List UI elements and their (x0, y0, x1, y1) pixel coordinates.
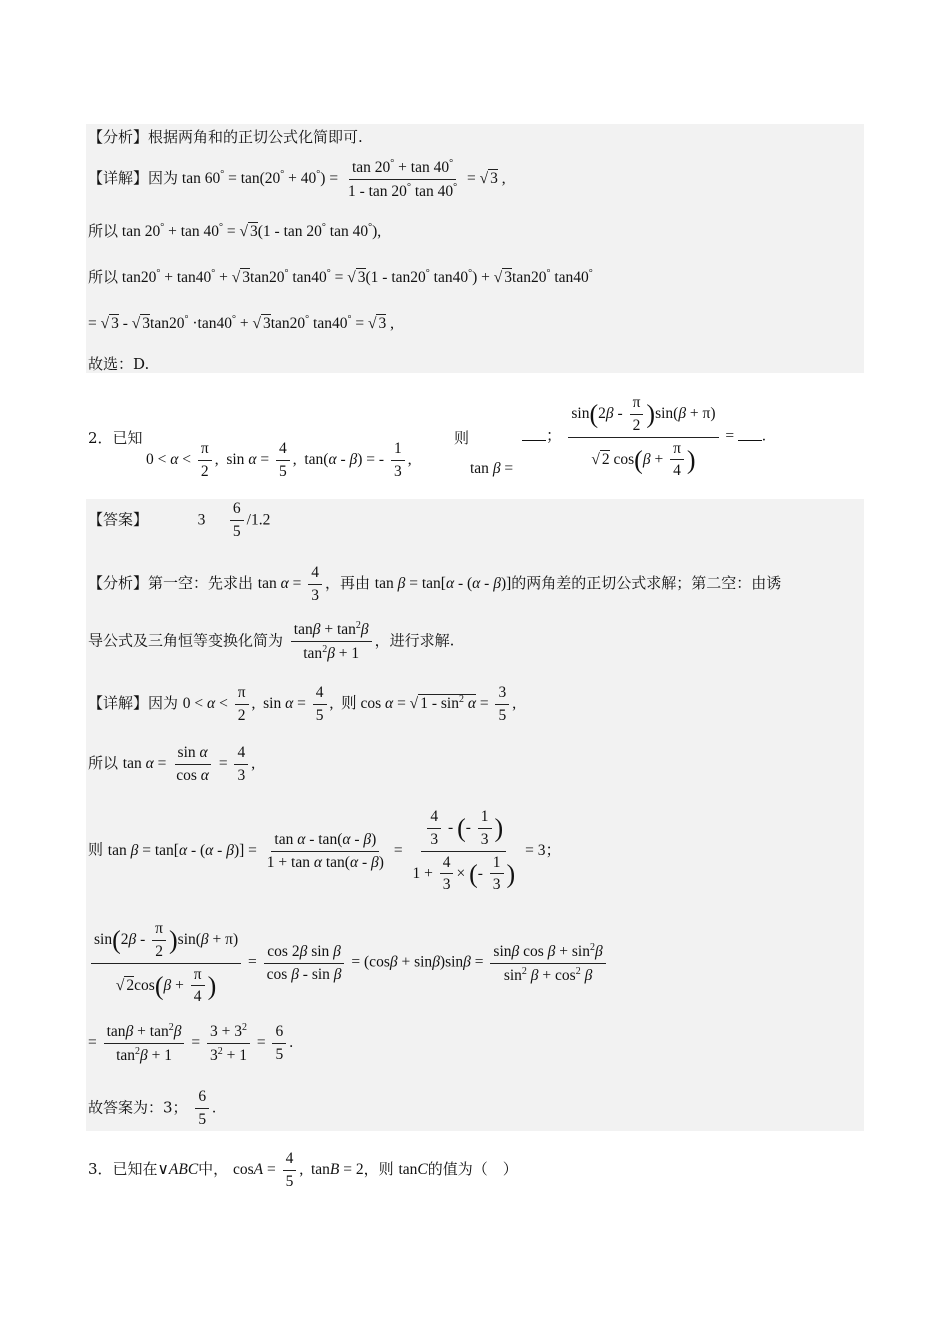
question-2-expression: sin(2β - $\frac{\pi}{2}$ )sin(β + π) √ 2 cos(β + $\frac{\pi}{4}$ ) (568, 394, 718, 480)
so-line-3: 所以 tan α = $\frac{\text{sin α}}{\text{cos α}}$ = $\frac{4}{3}$ , (88, 744, 256, 784)
question-2-blanks: ； sin(2β - $\frac{\pi}{2}$ )sin(β + π) √ 2 cos(β + $\frac{\pi}{4}$ ) = . (522, 394, 766, 480)
answer-label: 【答案】 (88, 510, 149, 529)
tan-sum-fraction: $\frac{\tan 20^\circ + \tan 40^\circ}{1 - \tan 20^\circ \tan 40^\circ}$ (347, 158, 458, 200)
second-blank-derivation: sin(2β - $\frac{\pi}{2}$ )sin(β + π) √ 2cos(β + $\frac{\pi}{4}$ ) = $\frac{\text{cos 2β sin β}}{\text{cos β - sin β}}$ = (cosβ + sinβ)sinβ = $\frac{\sin\beta \cos \beta + \sin^2\beta}{\sin^2 \beta + \cos^2 \beta}$ (88, 920, 609, 1006)
answer-blank-1[interactable] (522, 428, 546, 441)
result-line-1: = √ 3 - √ 3tan20° ·tan40° + √ 3tan20° tan40° = √ 3 , (88, 314, 394, 332)
second-blank-result: = $\frac{\tan\beta + \tan^2\beta}{\tan^2\beta + 1}$ = $\frac{3 + 3^2}{3^2 + 1}$ = $\frac{6}{5}$ . (88, 1022, 294, 1064)
analysis-line-2: 【分析】第一空：先求出 tan α = $\frac{4}{3}$ ，再由 tan β = tan[α - (α - β)]的两角差的正切公式求解；第二空：由诱 (88, 564, 782, 604)
question-2-tan-beta: tan β = (470, 460, 514, 477)
question-2-conditions: 0 < α < $\frac{\pi}{2}$ , sin α = $\frac{4}{5}$ , tan(α - β) = - $\frac{1}{3}$ , (146, 440, 412, 480)
analysis-text: 【分析】根据两角和的正切公式化简即可. (88, 128, 363, 146)
answer-blank-2[interactable] (738, 428, 762, 441)
detail-label: 【详解】因为 (88, 168, 179, 187)
detail-line-1: 【详解】因为 tan 60° = tan(20° + 40°) = $\frac{\tan 20^\circ + \tan 40^\circ}{1 - \tan 20^\circ \tan 40^\circ}$ = √ 3 , (88, 158, 506, 200)
so-line-1: 所以 tan 20° + tan 40° = √ 3(1 - tan 20° tan 40°), (88, 222, 382, 240)
question-2-ze: 则 (454, 429, 470, 447)
analysis-line-1 (88, 128, 363, 146)
final-answer-line: 故答案为：3； $\frac{6}{5}$ . (88, 1088, 216, 1128)
so-line-2: 所以 tan20° + tan40° + √ 3tan20° tan40° = √ 3(1 - tan20° tan40°) + √ 3tan20° tan40° (88, 268, 593, 286)
choice-line-1: 故选：D. (88, 355, 150, 373)
detail-line-2: 【详解】因为 0 < α < $\frac{\pi}{2}$ , sin α = $\frac{4}{5}$ , 则 cos α = √ $1 - \sin^2 \alpha$ = $\frac{3}{5}$ , (88, 684, 517, 724)
ze-line-tan-beta: 则 tan β = tan[α - (α - β)] = $\frac{\text{tan α - tan(α - β)}}{\text{1 + tan α tan(α - β)}}$ = $\frac{4}{3}$ - (- $\frac{1}{3}$ ) 1 + $\frac{4}{3}$ × (- $\frac{1}{3}$ ) = 3； (88, 808, 561, 894)
question-3: 3．已知在∨ABC中， cosA = $\frac{4}{5}$ , tanB = 2，则 tanC的值为（ ） (88, 1150, 518, 1190)
question-2-number: 2．已知 (88, 429, 143, 447)
answer-line-2: 【答案】 3 $\frac{6}{5}$ /1.2 (88, 500, 271, 540)
analysis-line-3: 导公式及三角恒等变换化简为 $\frac{\tan\beta + \tan^2\beta}{\tan^2\beta + 1}$ ，进行求解. (88, 620, 455, 662)
